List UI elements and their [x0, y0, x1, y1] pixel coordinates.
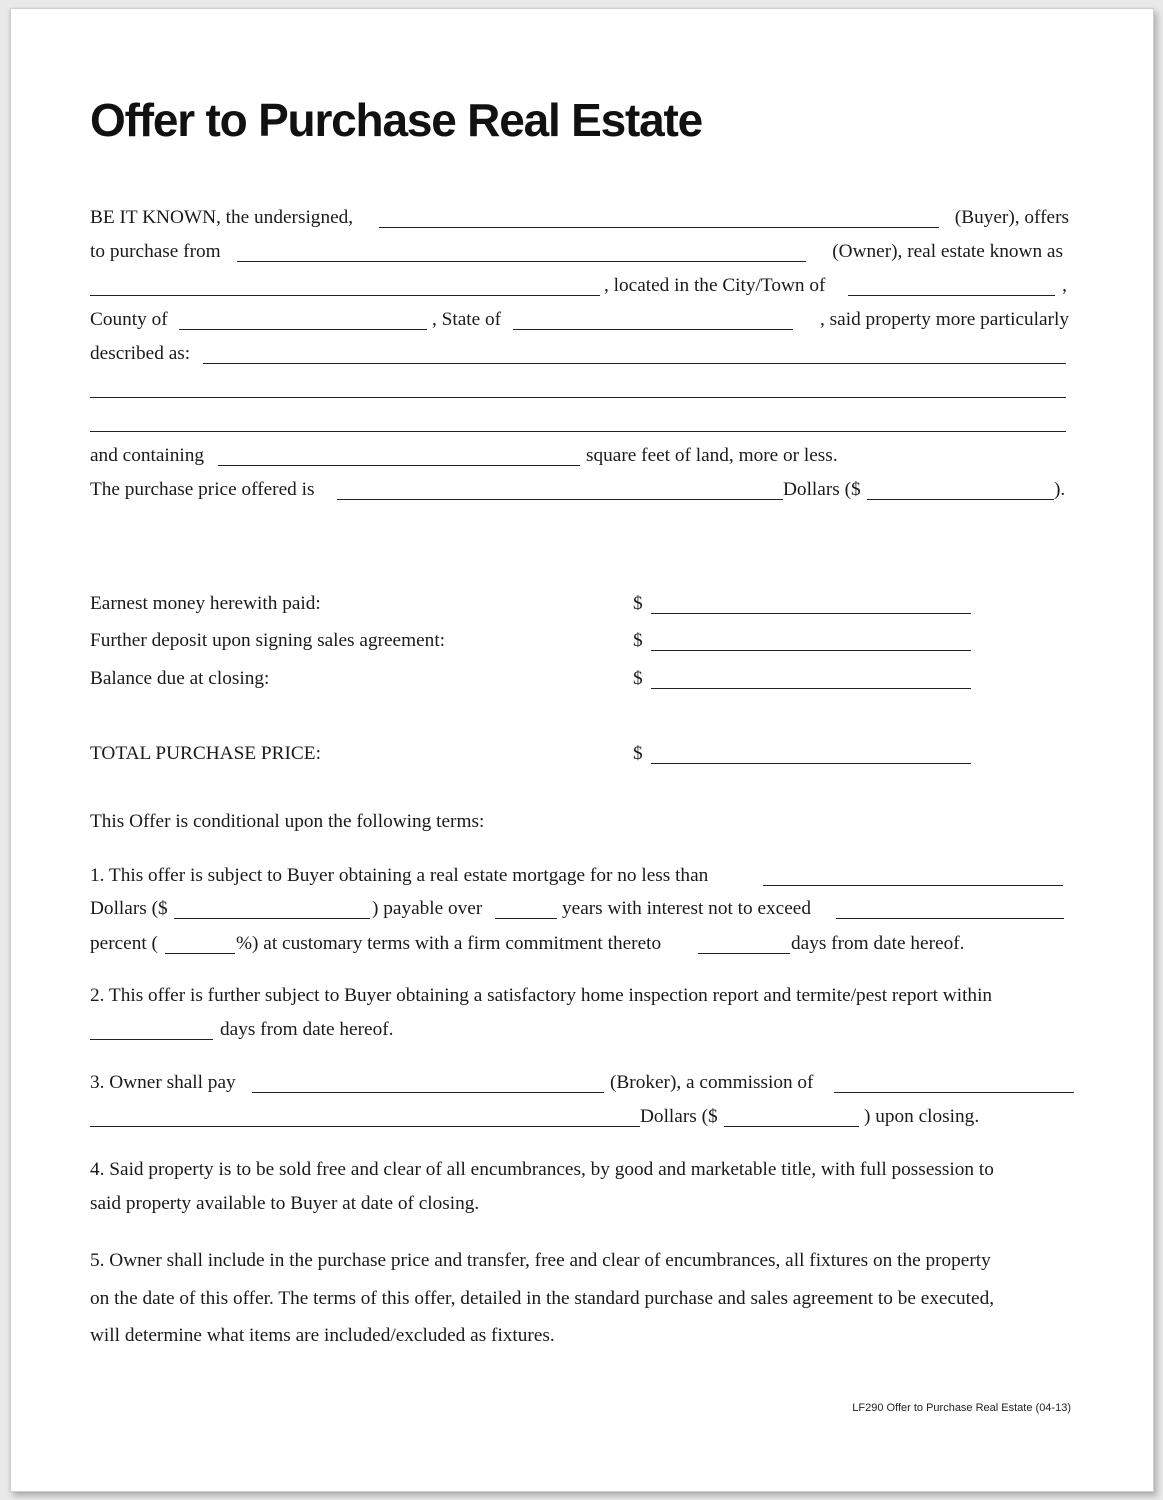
intro-line-5 [90, 339, 1069, 369]
description-field-2[interactable] [90, 397, 1066, 398]
state-field[interactable] [513, 329, 793, 330]
broker-name-field[interactable] [252, 1092, 604, 1093]
county-field[interactable] [179, 329, 427, 330]
further-deposit-field[interactable] [651, 650, 971, 651]
term-text: days from date hereof. [791, 933, 965, 954]
payment-row-earnest [90, 589, 1069, 619]
price-amount-field[interactable] [867, 499, 1054, 500]
term-text: %) at customary terms with a firm commitment thereto [236, 933, 662, 954]
term-text: ) payable over [372, 898, 483, 919]
payment-label: Further deposit upon signing sales agreement: [90, 630, 446, 651]
term4-line-1 [90, 1155, 1069, 1185]
intro-line-2 [90, 237, 1069, 267]
intro-text: to purchase from [90, 241, 221, 262]
intro-text: (Owner), real estate known as [832, 241, 1063, 262]
buyer-name-field[interactable] [379, 227, 939, 228]
payment-label: Balance due at closing: [90, 668, 270, 689]
currency-symbol: $ [633, 630, 643, 651]
owner-name-field[interactable] [237, 261, 806, 262]
form-code-footer: LF290 Offer to Purchase Real Estate (04-13) [852, 1402, 1071, 1414]
intro-text: square feet of land, more or less. [586, 445, 838, 466]
term5-line-3 [90, 1321, 1069, 1351]
intro-text: (Buyer), offers [954, 207, 1069, 228]
description-field-1[interactable] [203, 363, 1066, 364]
price-words-field[interactable] [337, 499, 783, 500]
square-feet-field[interactable] [218, 465, 580, 466]
intro-line-7 [90, 407, 1069, 437]
term-text: will determine what items are included/excluded as fixtures. [90, 1325, 555, 1346]
payment-label: Earnest money herewith paid: [90, 593, 321, 614]
payment-row-deposit [90, 626, 1069, 656]
balance-due-field[interactable] [651, 688, 971, 689]
payment-row-balance [90, 664, 1069, 694]
inspection-days-field[interactable] [90, 1039, 213, 1040]
intro-text: and containing [90, 445, 205, 466]
intro-line-4 [90, 305, 1069, 335]
intro-line-3 [90, 271, 1069, 301]
interest-percent-field[interactable] [165, 953, 235, 954]
term-text: percent ( [90, 933, 158, 954]
term1-line-3 [90, 929, 1069, 959]
intro-line-9 [90, 475, 1069, 505]
commission-words-field-2[interactable] [90, 1126, 640, 1127]
intro-text: Dollars ($ [783, 479, 861, 500]
term-text: 2. This offer is further subject to Buyer obtaining a satisfactory home inspection report and termite/pest report within [90, 985, 993, 1006]
term3-line-1 [90, 1068, 1069, 1098]
form-page [10, 8, 1154, 1492]
interest-words-field[interactable] [836, 918, 1064, 919]
city-town-field[interactable] [848, 295, 1055, 296]
currency-symbol: $ [633, 593, 643, 614]
intro-text: The purchase price offered is [90, 479, 315, 500]
term-text: 5. Owner shall include in the purchase price and transfer, free and clear of encumbrances, all fixtures on the property [90, 1250, 991, 1271]
total-row [90, 739, 1069, 769]
property-name-field[interactable] [90, 295, 600, 296]
intro-line-1 [90, 203, 1069, 233]
term-text: 1. This offer is subject to Buyer obtaining a real estate mortgage for no less than [90, 865, 709, 886]
intro-text: BE IT KNOWN, the undersigned, [90, 207, 354, 228]
term5-line-1 [90, 1246, 1069, 1276]
total-price-field[interactable] [651, 763, 971, 764]
currency-symbol: $ [633, 743, 643, 764]
intro-text: , [1062, 275, 1067, 296]
term1-line-2 [90, 894, 1069, 924]
term5-line-2 [90, 1284, 1069, 1314]
intro-text: , State of [432, 309, 502, 330]
intro-text: ). [1054, 479, 1066, 500]
commission-amount-field[interactable] [724, 1126, 859, 1127]
intro-text: described as: [90, 343, 191, 364]
intro-text: County of [90, 309, 168, 330]
intro-text: , located in the City/Town of [604, 275, 826, 296]
commitment-days-field[interactable] [698, 953, 790, 954]
mortgage-years-field[interactable] [495, 918, 557, 919]
term-text: 4. Said property is to be sold free and clear of all encumbrances, by good and marketable title, with full possession to [90, 1159, 994, 1180]
mortgage-amount-field[interactable] [174, 918, 370, 919]
term3-line-2 [90, 1102, 1069, 1132]
commission-words-field[interactable] [834, 1092, 1074, 1093]
intro-line-6 [90, 373, 1069, 403]
document-title: Offer to Purchase Real Estate [90, 94, 702, 146]
term-text: said property available to Buyer at date of closing. [90, 1193, 480, 1214]
earnest-money-field[interactable] [651, 613, 971, 614]
conditions-text: This Offer is conditional upon the following terms: [90, 811, 485, 832]
term1-line-1 [90, 861, 1069, 891]
total-label: TOTAL PURCHASE PRICE: [90, 743, 321, 764]
intro-text: , said property more particularly [820, 309, 1069, 330]
term2-line-2 [90, 1015, 1069, 1045]
term-text: Dollars ($ [640, 1106, 718, 1127]
term-text: (Broker), a commission of [610, 1072, 814, 1093]
term-text: Dollars ($ [90, 898, 168, 919]
term4-line-2 [90, 1189, 1069, 1219]
term-text: ) upon closing. [864, 1106, 980, 1127]
conditions-intro [90, 807, 1069, 837]
description-field-3[interactable] [90, 431, 1066, 432]
currency-symbol: $ [633, 668, 643, 689]
mortgage-amount-words-field[interactable] [763, 885, 1063, 886]
intro-line-8 [90, 441, 1069, 471]
term-text: years with interest not to exceed [562, 898, 811, 919]
term-text: days from date hereof. [220, 1019, 394, 1040]
term-text: on the date of this offer. The terms of this offer, detailed in the standard purchase and sales agreement to be executed, [90, 1288, 995, 1309]
term-text: 3. Owner shall pay [90, 1072, 236, 1093]
term2-line-1 [90, 981, 1069, 1011]
